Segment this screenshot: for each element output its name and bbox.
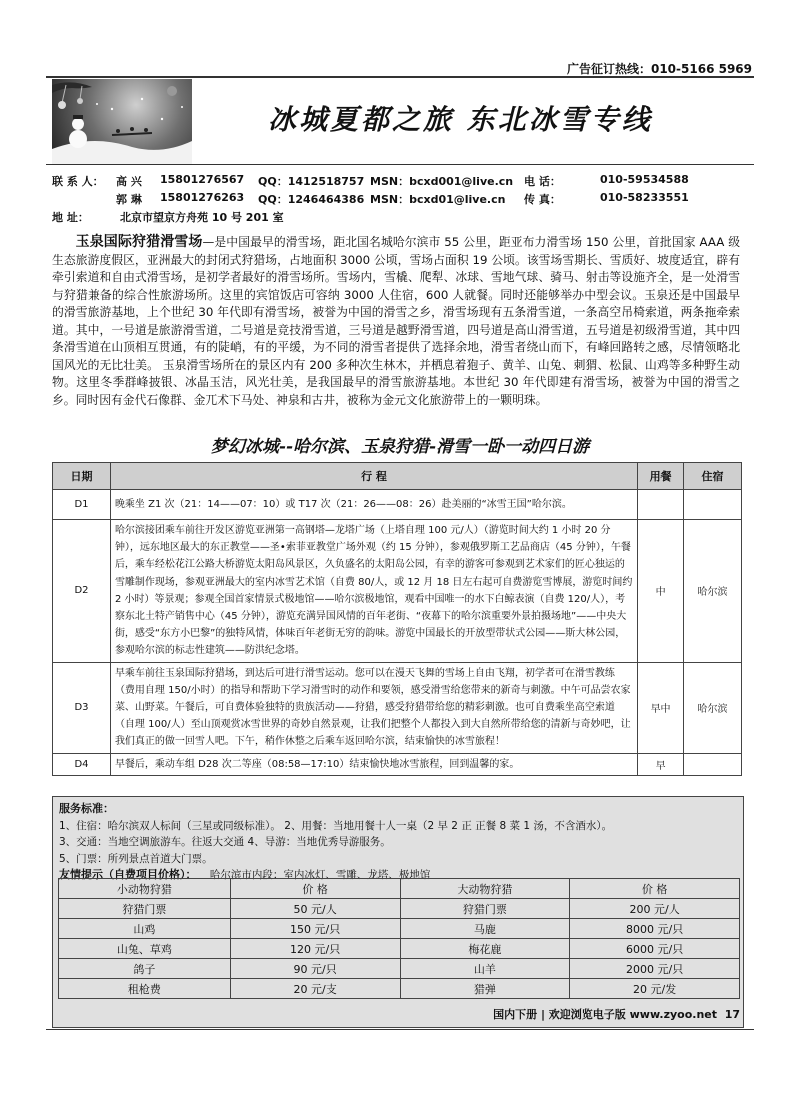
contact-label: 联 系 人： bbox=[52, 175, 104, 188]
table-row bbox=[53, 520, 742, 663]
fax-number: 010-58233551 bbox=[600, 191, 689, 204]
itinerary-table bbox=[52, 462, 742, 776]
price-cell: 狩猎门票 bbox=[59, 899, 231, 919]
plan-cell: 晚乘坐 Z1 次（21：14——07：10）或 T17 次（21：26——08：26）赴美丽的“冰雪王国”哈尔滨。 bbox=[110, 490, 637, 520]
day-cell: D1 bbox=[53, 490, 111, 520]
price-cell: 20 元/支 bbox=[230, 979, 400, 999]
col-small-game: 小动物狩猎 bbox=[59, 879, 231, 899]
table-row bbox=[59, 979, 740, 999]
table-row bbox=[53, 490, 742, 520]
table-row bbox=[53, 662, 742, 753]
price-header bbox=[59, 879, 740, 899]
itinerary-header bbox=[53, 463, 742, 490]
price-cell: 山羊 bbox=[400, 959, 570, 979]
price-cell: 8000 元/只 bbox=[570, 919, 740, 939]
price-cell: 200 元/人 bbox=[570, 899, 740, 919]
col-day: 日期 bbox=[53, 463, 111, 490]
col-price: 价 格 bbox=[230, 879, 400, 899]
price-cell: 2000 元/只 bbox=[570, 959, 740, 979]
meal-cell: 早 bbox=[638, 753, 684, 775]
contact-mobile: 15801276263 bbox=[160, 191, 245, 204]
meal-cell: 中 bbox=[638, 520, 684, 663]
plan-cell: 哈尔滨接团乘车前往开发区游览亚洲第一高钢塔—龙塔广场（上塔自理 100 元/人）（游览时间大约 1 小时 20 分钟），远东地区最大的东正教堂——圣•索菲亚教堂广场外观（约 15 分钟），参观俄罗斯工艺品商店（45 分钟），午餐后，乘车经松花江公路大桥游览太阳岛风景区，久负盛名的太阳岛公园，有幸的游客可参观到艺术家们的匠心独运的雪雕制作现场，参观亚洲最大的室内冰雪艺术馆（自费 80/人，或 12 月 18 日左右起可自费游览雪博展，游览时间约 2 小时）等景观；参观全国首家情景式极地馆——哈尔滨极地馆，观看中国唯一的水下白鲸表演（自费 120/人），考察东北土特产销售中心（45 分钟），游览充满异国风情的百年老街、“夜幕下的哈尔滨重要外景拍摄场地”——中央大街，感受“东方小巴黎”的独特风情，体味百年老街无穷的韵味。游览中国最长的开放型带状式公园——斯大林公园，参观哈尔滨的标志性建筑——防洪纪念塔。 bbox=[110, 520, 637, 663]
footer-text: 国内下册 | 欢迎浏览电子版 www.zyoo.net bbox=[493, 1008, 718, 1021]
tour-title: 梦幻冰城--哈尔滨、玉泉狩猎-滑雪一卧一动四日游 bbox=[210, 437, 590, 457]
table-row bbox=[59, 899, 740, 919]
price-table bbox=[58, 878, 740, 999]
col-plan: 行 程 bbox=[110, 463, 637, 490]
price-cell: 梅花鹿 bbox=[400, 939, 570, 959]
resort-article bbox=[52, 234, 740, 409]
contact-name: 郭 琳 bbox=[116, 193, 142, 206]
ad-hotline: 广告征订热线：010-5166 5969 bbox=[566, 62, 752, 76]
table-row bbox=[59, 919, 740, 939]
service-line: 5、门票：所列景点首道大门票。 bbox=[59, 852, 213, 865]
contact-msn: MSN：bcxd001@live.cn bbox=[370, 175, 514, 188]
stay-cell bbox=[684, 753, 742, 775]
price-cell: 猎弹 bbox=[400, 979, 570, 999]
meal-cell: 早中 bbox=[638, 662, 684, 753]
col-big-game: 大动物狩猎 bbox=[400, 879, 570, 899]
meal-cell bbox=[638, 490, 684, 520]
page-title: 冰城夏都之旅 东北冰雪专线 bbox=[268, 103, 653, 136]
address-value: 北京市望京方舟苑 10 号 201 室 bbox=[120, 211, 284, 224]
price-cell: 鸽子 bbox=[59, 959, 231, 979]
price-cell: 山兔、草鸡 bbox=[59, 939, 231, 959]
stay-cell bbox=[684, 490, 742, 520]
top-divider bbox=[46, 76, 754, 78]
article-lead: 玉泉国际狩猎滑雪场 bbox=[75, 234, 203, 250]
table-row bbox=[59, 939, 740, 959]
service-line: 1、住宿：哈尔滨双人标间（三星或同级标准）。 2、用餐：当地用餐十人一桌（2 早 2 正 正餐 8 菜 1 汤，不含酒水）。 bbox=[59, 819, 613, 832]
stay-cell: 哈尔滨 bbox=[684, 520, 742, 663]
table-row bbox=[59, 959, 740, 979]
price-cell: 租枪费 bbox=[59, 979, 231, 999]
page-number: 17 bbox=[724, 1008, 740, 1021]
contact-name: 高 兴 bbox=[116, 175, 142, 188]
plan-cell: 早乘车前往玉泉国际狩猎场，到达后可进行滑雪运动。您可以在漫天飞舞的雪场上自由飞翔，初学者可在滑雪教练（费用自理 150/小时）的指导和帮助下学习滑雪时的动作和要领，感受滑雪给您带来的新奇与刺激。中午可品尝农家菜、山野菜。午餐后，可自费体验独特的贵族活动——狩猎，感受狩猎带给您的精彩刺激。也可自费乘坐高空索道（自理 100/人）至山顶观赏冰雪世界的奇妙自然景观，让我们把整个人都投入到大自然所带给您的清新与奇妙吧，让我们真正的做一回雪人吧。下午，稍作休整之后乘车返回哈尔滨，结束愉快的冰雪旅程！ bbox=[110, 662, 637, 753]
day-cell: D2 bbox=[53, 520, 111, 663]
price-cell: 马鹿 bbox=[400, 919, 570, 939]
article-body: —是中国最早的滑雪场，距北国名城哈尔滨市 55 公里，距亚布力滑雪场 150 公里，首批国家 AAA 级生态旅游度假区，亚洲最大的封闭式狩猎场，占地面积 3000 公顷，雪场占面积 19 公顷。该雪场雪期长、雪质好、坡度适宜，辟有牵引索道和自由式滑雪场，是初学者最好的滑雪场所。雪场内，雪橇、爬犁、冰球、雪地气球、骑马、射击等设施齐全，是一处滑雪与狩猎兼备的综合性旅游场所。这里的宾馆饭店可容纳 3000 人住宿，600 人就餐。同时还能够举办中型会议。玉泉还是中国最早的滑雪旅游基地，上个世纪 30 年代即有滑雪场，被誉为中国的滑雪之乡，滑雪场现有五条滑雪道，一条高空吊椅索道，两条拖牵索道。其中，一号道是旅游滑雪道，二号道是竞技滑雪道，三号道是越野滑雪道，四号道是高山滑雪道，五号道是初级滑雪道，其中四条滑雪道在山顶相互贯通，有的陡峭，有的平缓，为不同的滑雪者提供了选择余地，滑雪者绕山而下，有峰回路转之感，尽情领略北国风光的无比壮美。 玉泉滑雪场所在的景区内有 200 多种次生林木，并栖息着狍子、黄羊、山兔、刺猬、松鼠、山鸡等多种野生动物。这里冬季群峰披银、冰晶玉洁，风光壮美，是我国最早的滑雪旅游基地。本世纪 30 年代即建有滑雪场，被誉为中国的滑雪之乡。同时因有金代石像群、金兀术下马处、神泉和古井，被称为金元文化旅游带上的一颗明珠。 bbox=[52, 235, 740, 407]
plan-cell: 早餐后，乘动车组 D28 次二等座（08:58—17:10）结束愉快地冰雪旅程，回到温馨的家。 bbox=[110, 753, 637, 775]
contact-msn: MSN：bcxd01@live.cn bbox=[370, 193, 506, 206]
contact-qq: QQ：1412518757 bbox=[258, 175, 365, 188]
col-meal: 用餐 bbox=[638, 463, 684, 490]
tel-number: 010-59534588 bbox=[600, 173, 689, 186]
page-footer bbox=[493, 1006, 740, 1022]
service-line: 3、交通：当地空调旅游车。往返大交通 4、导游：当地优秀导游服务。 bbox=[59, 836, 391, 848]
table-row bbox=[53, 753, 742, 775]
day-cell: D3 bbox=[53, 662, 111, 753]
price-cell: 120 元/只 bbox=[230, 939, 400, 959]
contact-qq: QQ：1246464386 bbox=[258, 193, 365, 206]
price-cell: 狩猎门票 bbox=[400, 899, 570, 919]
price-cell: 20 元/发 bbox=[570, 979, 740, 999]
header-divider bbox=[46, 164, 754, 165]
service-title: 服务标准： bbox=[59, 802, 114, 815]
price-cell: 150 元/只 bbox=[230, 919, 400, 939]
address-label: 地 址： bbox=[52, 211, 89, 224]
service-text bbox=[59, 801, 612, 884]
contact-mobile: 15801276567 bbox=[160, 173, 245, 186]
price-cell: 6000 元/只 bbox=[570, 939, 740, 959]
price-cell: 90 元/只 bbox=[230, 959, 400, 979]
stay-cell: 哈尔滨 bbox=[684, 662, 742, 753]
day-cell: D4 bbox=[53, 753, 111, 775]
tel-label: 电 话： bbox=[524, 175, 561, 188]
winter-banner-image bbox=[52, 79, 192, 165]
col-stay: 住宿 bbox=[684, 463, 742, 490]
price-cell: 50 元/人 bbox=[230, 899, 400, 919]
tip-label: 友情提示（自费项目价格）： bbox=[59, 868, 197, 881]
col-price: 价 格 bbox=[570, 879, 740, 899]
price-cell: 山鸡 bbox=[59, 919, 231, 939]
fax-label: 传 真： bbox=[524, 193, 561, 206]
tip-text: 哈尔滨市内段：室内冰灯、雪雕、龙塔、极地馆 bbox=[209, 869, 431, 881]
bottom-divider bbox=[46, 1029, 754, 1030]
